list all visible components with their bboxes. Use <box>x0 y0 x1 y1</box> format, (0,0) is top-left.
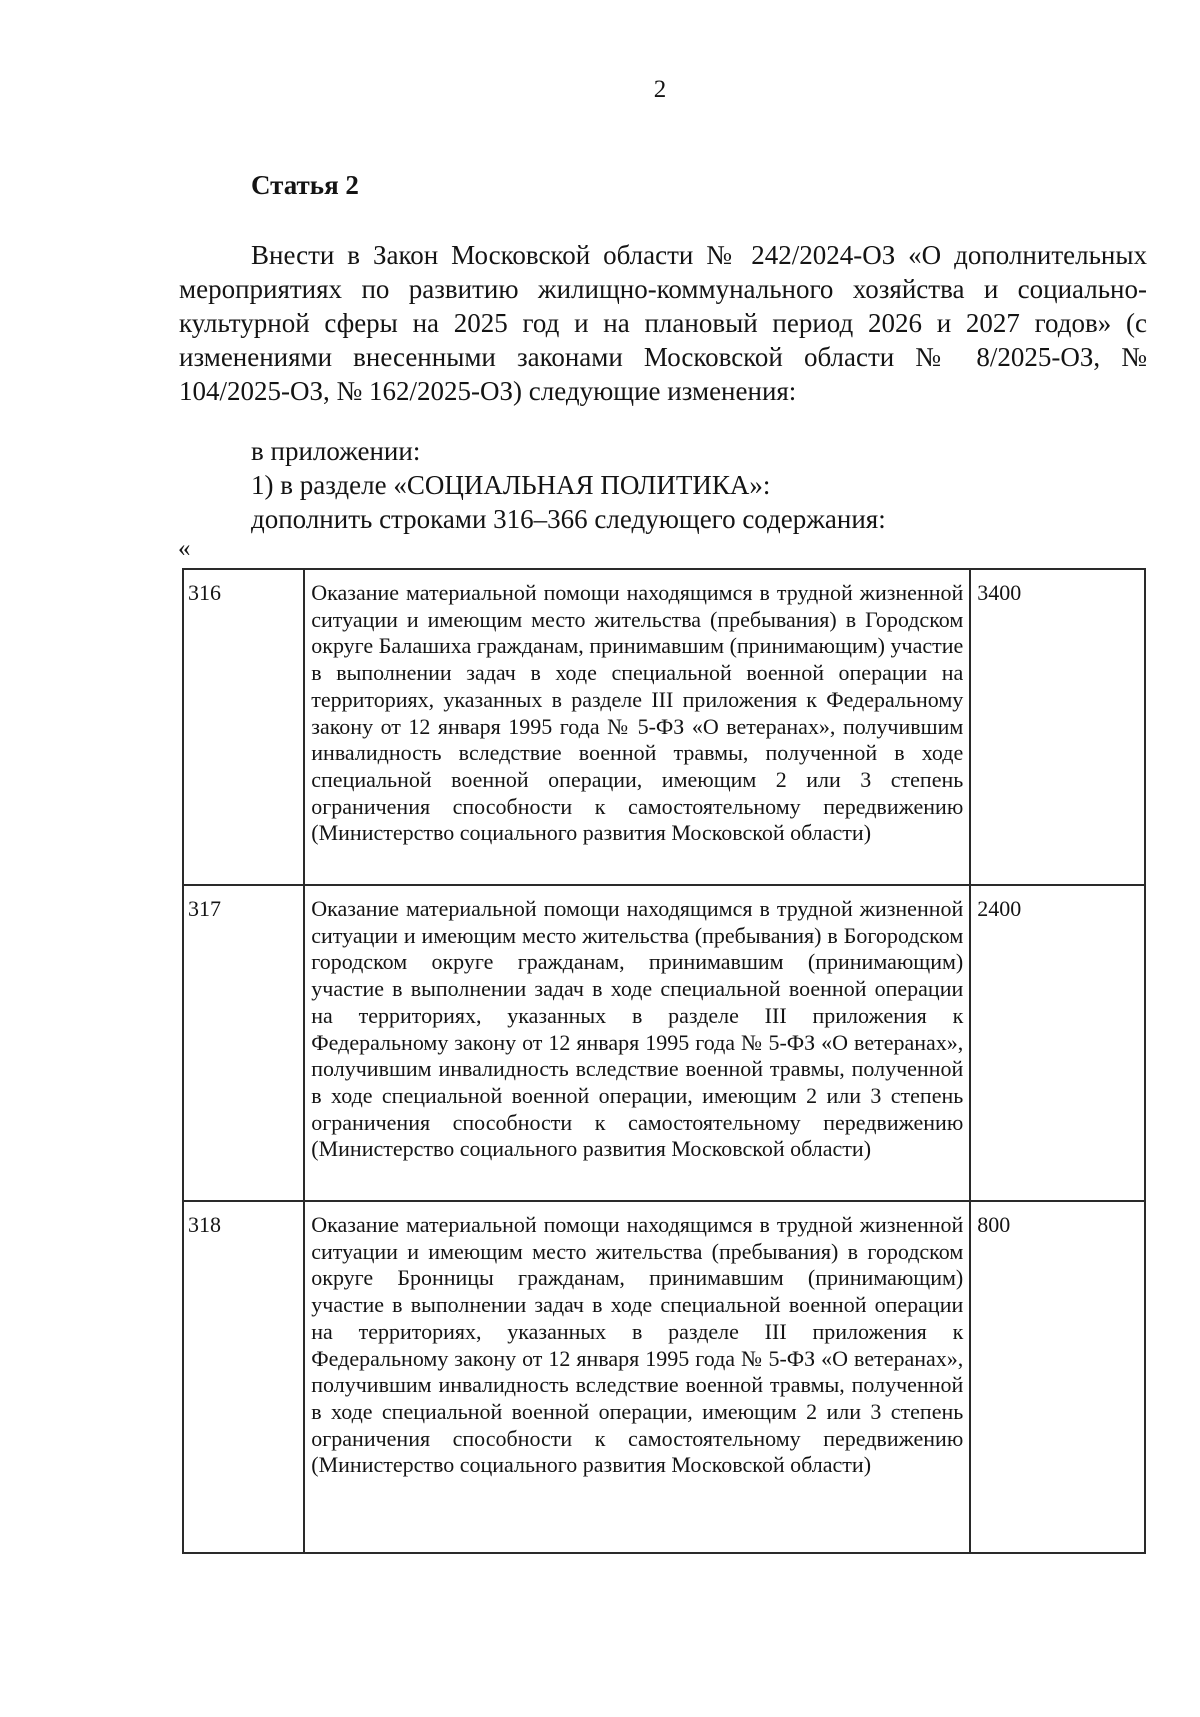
row-description: Оказание материальной помощи находящимся в трудной жизненной ситуации и имеющим место жительства (пребывания) в Городском округе Балашиха гражданам, принимавшим (принимающим) участие в выполнении задач в ходе специальной военной операции на территориях, указанных в разделе III приложения к Федеральному закону от 12 января 1995 года № 5-ФЗ «О ветеранах», получившим инвалидность вследствие военной травмы, полученной в ходе специальной военной операции, имеющим 2 или 3 степень ограничения способности к самостоятельному передвижению (Министерство социального развития Московской области) <box>304 569 970 885</box>
intro-paragraph: Внести в Закон Московской области № 242/2024-ОЗ «О дополнительных мероприятиях по развитию жилищно-коммунального хозяйства и социально-культурной сферы на 2025 год и на плановый период 2026 и 2027 годов» (с изменениями внесенными законами Московской области № 8/2025-ОЗ, № 104/2025-ОЗ, № 162/2025-ОЗ) следующие изменения: <box>179 240 1147 406</box>
instruction-line-appendix: в приложении: <box>251 436 421 466</box>
open-quote: « <box>178 535 191 562</box>
row-amount: 2400 <box>970 885 1145 1201</box>
article-heading: Статья 2 <box>251 170 359 200</box>
row-amount: 3400 <box>970 569 1145 885</box>
row-number: 317 <box>183 885 304 1201</box>
table-row <box>183 569 1145 885</box>
table-row <box>183 1201 1145 1553</box>
row-description: Оказание материальной помощи находящимся в трудной жизненной ситуации и имеющим место жительства (пребывания) в Богородском городском округе гражданам, принимавшим (принимающим) участие в выполнении задач в ходе специальной военной операции на территориях, указанных в разделе III приложения к Федеральному закону от 12 января 1995 года № 5-ФЗ «О ветеранах», получившим инвалидность вследствие военной травмы, полученной в ходе специальной военной операции, имеющим 2 или 3 степень ограничения способности к самостоятельному передвижению (Министерство социального развития Московской области) <box>304 885 970 1201</box>
row-description: Оказание материальной помощи находящимся в трудной жизненной ситуации и имеющим место жительства (пребывания) в городском округе Бронницы гражданам, принимавшим (принимающим) участие в выполнении задач в ходе специальной военной операции на территориях, указанных в разделе III приложения к Федеральному закону от 12 января 1995 года № 5-ФЗ «О ветеранах», получившим инвалидность вследствие военной травмы, полученной в ходе специальной военной операции, имеющим 2 или 3 степень ограничения способности к самостоятельному передвижению (Министерство социального развития Московской области) <box>304 1201 970 1553</box>
amendment-table <box>182 568 1146 1554</box>
instruction-line-section: 1) в разделе «СОЦИАЛЬНАЯ ПОЛИТИКА»: <box>251 470 771 500</box>
row-number: 318 <box>183 1201 304 1553</box>
table-row <box>183 885 1145 1201</box>
row-amount: 800 <box>970 1201 1145 1553</box>
row-number: 316 <box>183 569 304 885</box>
instruction-line-add-rows: дополнить строками 316–366 следующего содержания: <box>251 504 886 534</box>
page-number: 2 <box>653 76 667 103</box>
